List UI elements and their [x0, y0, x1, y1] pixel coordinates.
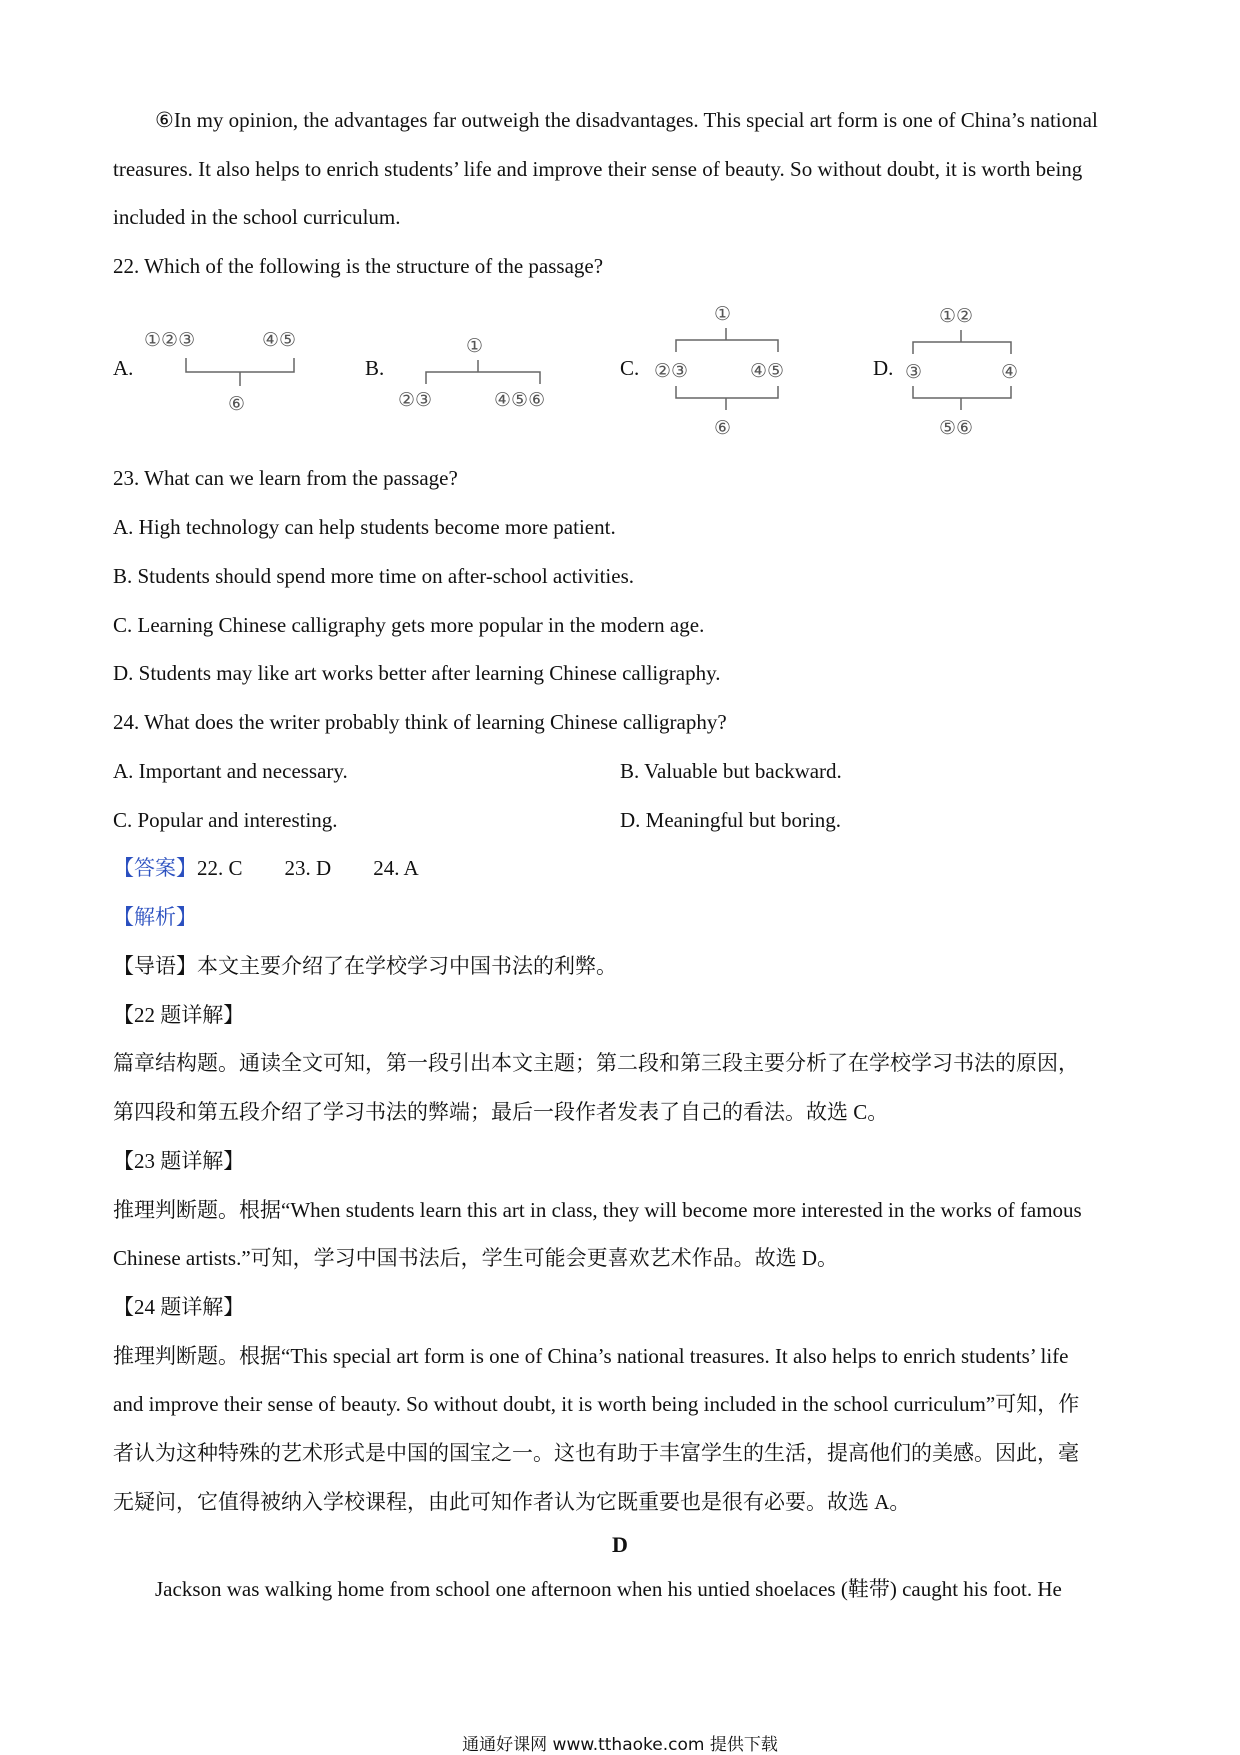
section-d-heading: D — [612, 1532, 628, 1557]
analysis-22-heading: 【22 题详解】 — [113, 1003, 245, 1027]
analysis-23-heading: 【23 题详解】 — [113, 1149, 245, 1173]
q23-option-d: D. Students may like art works better after learning Chinese calligraphy. — [113, 661, 721, 685]
diagram-c-mid-left: ②③ — [654, 360, 689, 382]
analysis-23-line1: 推理判断题。根据“When students learn this art in class, they will become more interested in the works of famous — [113, 1198, 1082, 1222]
q24-stem: 24. What does the writer probably think of learning Chinese calligraphy? — [113, 710, 727, 734]
q22-option-c-diagram — [650, 298, 820, 453]
q22-option-b-diagram — [390, 328, 590, 423]
q22-option-a-label: A. — [113, 356, 134, 380]
q23-option-a: A. High technology can help students become more patient. — [113, 515, 616, 539]
q22-stem: 22. Which of the following is the structure of the passage? — [113, 254, 604, 278]
diagram-a-top-left: ①②③ — [144, 329, 196, 351]
analysis-24-heading: 【24 题详解】 — [113, 1295, 245, 1319]
q23-option-c: C. Learning Chinese calligraphy gets more popular in the modern age. — [113, 613, 705, 637]
diagram-c-top: ① — [714, 303, 732, 325]
diagram-d-mid-left: ③ — [905, 361, 923, 383]
diagram-b-bottom-right: ④⑤⑥ — [494, 389, 546, 411]
diagram-d-mid-right: ④ — [1001, 361, 1019, 383]
q22-option-c-label: C. — [620, 356, 640, 380]
diagram-d-top: ①② — [939, 305, 974, 327]
q22-option-b-label: B. — [365, 356, 385, 380]
answer-row — [113, 854, 1133, 882]
answer-24: 24. A — [373, 856, 419, 880]
diagram-d-bottom: ⑤⑥ — [939, 417, 974, 439]
q24-option-c: C. Popular and interesting. — [113, 808, 338, 832]
analysis-label: 【解析】 — [113, 905, 197, 929]
diagram-a-bottom: ⑥ — [228, 393, 246, 415]
passage-p6-line2: treasures. It also helps to enrich students’ life and improve their sense of beauty. So without doubt, it is worth being — [113, 157, 1083, 181]
diagram-c-bottom: ⑥ — [714, 417, 732, 439]
q24-option-d: D. Meaningful but boring. — [620, 808, 842, 832]
analysis-intro: 【导语】本文主要介绍了在学校学习中国书法的利弊。 — [113, 954, 617, 978]
answer-23: 23. D — [284, 856, 332, 880]
diagram-b-top: ① — [466, 335, 484, 357]
q24-option-a: A. Important and necessary. — [113, 759, 348, 783]
analysis-22-line1: 篇章结构题。通读全文可知，第一段引出本文主题；第二段和第三段主要分析了在学校学习书法的原因， — [113, 1051, 1079, 1075]
diagram-c-mid-right: ④⑤ — [750, 360, 785, 382]
q22-option-d-diagram — [905, 300, 1035, 453]
answer-22: 22. C — [197, 856, 243, 880]
answer-label: 【答案】 — [113, 856, 197, 880]
analysis-24-line3: 者认为这种特殊的艺术形式是中国的国宝之一。这也有助于丰富学生的生活，提高他们的美感。因此，毫 — [113, 1441, 1079, 1465]
section-d-line1: Jackson was walking home from school one afternoon when his untied shoelaces (鞋带) caught his foot. He — [155, 1577, 1062, 1601]
q23-option-b: B. Students should spend more time on after-school activities. — [113, 564, 634, 588]
q24-option-b: B. Valuable but backward. — [620, 759, 842, 783]
q22-option-a-diagram — [140, 322, 330, 423]
passage-p6-line3: included in the school curriculum. — [113, 205, 401, 229]
page-footer: 通通好课网 www.tthaoke.com 提供下载 — [462, 1735, 778, 1755]
passage-p6-line1: ⑥In my opinion, the advantages far outweigh the disadvantages. This special art form is one of China’s national — [155, 108, 1098, 132]
q23-stem: 23. What can we learn from the passage? — [113, 466, 458, 490]
analysis-23-line2: Chinese artists.”可知，学习中国书法后，学生可能会更喜欢艺术作品。故选 D。 — [113, 1246, 839, 1270]
analysis-24-line1: 推理判断题。根据“This special art form is one of China’s national treasures. It also helps to enrich students’ life — [113, 1344, 1069, 1368]
analysis-22-line2: 第四段和第五段介绍了学习书法的弊端；最后一段作者发表了自己的看法。故选 C。 — [113, 1100, 889, 1124]
analysis-24-line2: and improve their sense of beauty. So without doubt, it is worth being included in the school curriculum”可知，作 — [113, 1392, 1080, 1416]
analysis-24-line4: 无疑问，它值得被纳入学校课程，由此可知作者认为它既重要也是很有必要。故选 A。 — [113, 1490, 911, 1514]
diagram-b-bottom-left: ②③ — [398, 389, 433, 411]
diagram-a-top-right: ④⑤ — [262, 329, 297, 351]
q22-option-d-label: D. — [873, 356, 894, 380]
